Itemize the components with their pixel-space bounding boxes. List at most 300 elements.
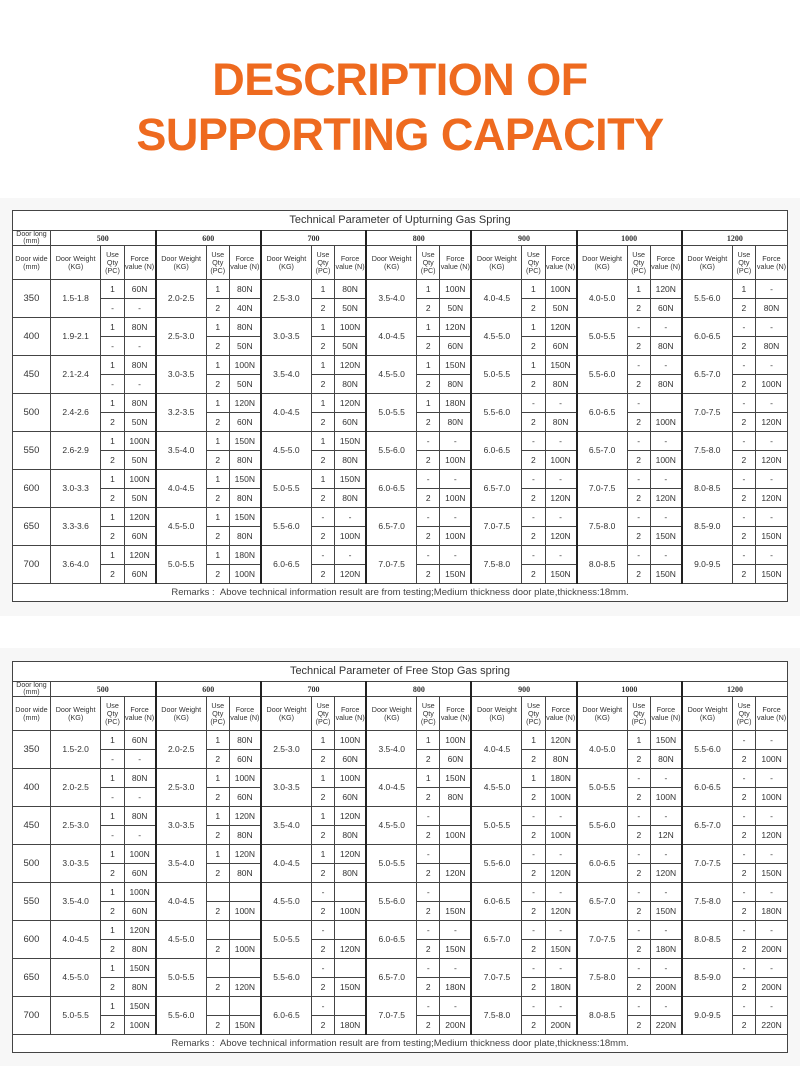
use-qty-cell: [206, 997, 229, 1016]
door-weight-header: Door Weight (KG): [577, 246, 628, 280]
force-value-cell: 120N: [755, 451, 787, 470]
use-qty-cell: 2: [732, 451, 755, 470]
use-qty-cell: 2: [417, 1016, 440, 1035]
door-weight-cell: 2.0-2.5: [156, 280, 207, 318]
door-weight-cell: 7.0-7.5: [471, 959, 522, 997]
use-qty-cell: -: [522, 470, 545, 489]
door-weight-cell: 6.0-6.5: [261, 546, 312, 584]
force-value-cell: 150N: [335, 978, 367, 997]
use-qty-cell: 2: [417, 788, 440, 807]
door-weight-header: Door Weight (KG): [50, 697, 101, 731]
force-value-cell: -: [440, 432, 472, 451]
force-value-cell: 100N: [440, 527, 472, 546]
use-qty-cell: 2: [627, 375, 650, 394]
use-qty-cell: -: [101, 750, 124, 769]
use-qty-cell: 2: [417, 413, 440, 432]
force-value-cell: 180N: [650, 940, 682, 959]
page-heading: [0, 52, 800, 162]
use-qty-header: Use Qty (PC): [522, 246, 545, 280]
door-weight-cell: 8.0-8.5: [577, 546, 628, 584]
door-long-value: 700: [261, 231, 366, 246]
use-qty-cell: -: [101, 337, 124, 356]
door-weight-cell: 7.0-7.5: [366, 997, 417, 1035]
force-value-cell: 40N: [229, 299, 261, 318]
force-value-cell: -: [755, 356, 787, 375]
force-value-cell: 80N: [650, 337, 682, 356]
table-row: [13, 356, 788, 375]
force-value-cell: -: [755, 318, 787, 337]
use-qty-cell: -: [522, 959, 545, 978]
force-value-cell: 120N: [545, 731, 577, 750]
force-value-cell: -: [650, 807, 682, 826]
use-qty-cell: 1: [101, 997, 124, 1016]
use-qty-cell: 2: [311, 413, 334, 432]
door-weight-cell: 2.6-2.9: [50, 432, 101, 470]
force-value-cell: -: [335, 508, 367, 527]
force-value-cell: 120N: [545, 902, 577, 921]
door-weight-cell: 6.5-7.0: [366, 508, 417, 546]
use-qty-header: Use Qty (PC): [522, 697, 545, 731]
use-qty-cell: -: [627, 807, 650, 826]
door-weight-cell: 4.5-5.0: [156, 921, 207, 959]
use-qty-header: Use Qty (PC): [311, 246, 334, 280]
use-qty-header: Use Qty (PC): [627, 246, 650, 280]
force-value-cell: 120N: [335, 394, 367, 413]
use-qty-cell: -: [522, 921, 545, 940]
force-value-cell: 120N: [335, 845, 367, 864]
door-weight-cell: 3.5-4.0: [366, 731, 417, 769]
use-qty-cell: -: [522, 807, 545, 826]
door-weight-cell: 2.5-3.0: [156, 769, 207, 807]
door-weight-cell: 6.5-7.0: [682, 807, 733, 845]
door-weight-cell: 4.0-4.5: [261, 845, 312, 883]
force-value-cell: 80N: [755, 299, 787, 318]
door-weight-cell: 4.0-4.5: [50, 921, 101, 959]
use-qty-cell: 2: [101, 413, 124, 432]
force-value-cell: 80N: [335, 280, 367, 299]
use-qty-cell: 2: [627, 299, 650, 318]
use-qty-cell: -: [417, 883, 440, 902]
use-qty-cell: 2: [522, 565, 545, 584]
use-qty-cell: 2: [522, 940, 545, 959]
use-qty-cell: 2: [627, 826, 650, 845]
force-value-cell: 150N: [440, 769, 472, 788]
door-weight-cell: 6.0-6.5: [471, 432, 522, 470]
door-long-value: 800: [366, 682, 471, 697]
force-value-cell: 80N: [545, 413, 577, 432]
use-qty-cell: 2: [733, 902, 756, 921]
door-weight-cell: 5.5-6.0: [156, 997, 207, 1035]
force-value-cell: 180N: [229, 546, 261, 565]
use-qty-cell: 2: [417, 337, 440, 356]
use-qty-cell: 2: [627, 451, 650, 470]
use-qty-cell: 2: [311, 788, 334, 807]
use-qty-cell: 2: [627, 565, 650, 584]
force-value-cell: 150N: [440, 940, 472, 959]
force-value-cell: [335, 959, 367, 978]
force-value-cell: 60N: [650, 299, 682, 318]
use-qty-cell: 2: [733, 940, 756, 959]
door-weight-cell: 7.5-8.0: [471, 997, 522, 1035]
use-qty-cell: -: [417, 959, 440, 978]
force-value-header: Force value (N): [545, 246, 577, 280]
use-qty-cell: 2: [311, 337, 334, 356]
force-value-cell: 120N: [229, 394, 261, 413]
door-weight-cell: 5.0-5.5: [471, 356, 522, 394]
force-value-cell: 100N: [124, 1016, 156, 1035]
use-qty-cell: 1: [627, 731, 650, 750]
force-value-header: Force value (N): [650, 697, 682, 731]
force-value-cell: 80N: [335, 451, 367, 470]
door-wide-cell: 600: [13, 470, 51, 508]
door-weight-cell: 5.5-6.0: [471, 845, 522, 883]
table-title-row: [13, 211, 788, 231]
force-value-header: Force value (N): [229, 697, 261, 731]
door-wide-cell: 550: [13, 883, 51, 921]
force-value-cell: 80N: [229, 318, 261, 337]
force-value-cell: -: [650, 470, 682, 489]
door-weight-header: Door Weight (KG): [156, 697, 207, 731]
use-qty-cell: 1: [417, 356, 440, 375]
use-qty-cell: 2: [311, 299, 334, 318]
door-wide-cell: 400: [13, 318, 51, 356]
door-weight-cell: 8.0-8.5: [577, 997, 628, 1035]
use-qty-cell: -: [311, 508, 334, 527]
force-value-cell: 60N: [124, 527, 156, 546]
use-qty-cell: 1: [101, 959, 124, 978]
use-qty-header: Use Qty (PC): [417, 697, 440, 731]
door-weight-cell: 3.6-4.0: [50, 546, 101, 584]
use-qty-cell: 1: [206, 356, 229, 375]
force-value-cell: 150N: [229, 432, 261, 451]
door-weight-cell: 2.4-2.6: [50, 394, 101, 432]
use-qty-cell: 2: [311, 375, 334, 394]
force-value-cell: 50N: [124, 489, 156, 508]
use-qty-cell: 1: [101, 508, 124, 527]
door-weight-cell: 7.0-7.5: [682, 394, 733, 432]
use-qty-cell: 1: [417, 280, 440, 299]
door-weight-cell: 1.5-1.8: [50, 280, 101, 318]
force-value-cell: -: [124, 788, 156, 807]
door-wide-header: Door wide (mm): [13, 697, 51, 731]
force-value-cell: 80N: [335, 375, 367, 394]
force-value-cell: 120N: [650, 864, 682, 883]
force-value-cell: -: [545, 394, 577, 413]
use-qty-cell: -: [732, 432, 755, 451]
force-value-cell: -: [650, 997, 682, 1016]
door-weight-cell: 4.5-5.0: [471, 769, 522, 807]
force-value-cell: -: [124, 750, 156, 769]
use-qty-cell: 2: [627, 902, 650, 921]
table-row: [13, 280, 788, 299]
use-qty-cell: -: [522, 845, 545, 864]
force-value-cell: -: [124, 826, 156, 845]
force-value-cell: 80N: [124, 769, 156, 788]
force-value-cell: 150N: [440, 565, 472, 584]
door-weight-cell: 3.5-4.0: [156, 432, 207, 470]
use-qty-cell: 2: [417, 826, 440, 845]
door-weight-cell: 6.0-6.5: [682, 318, 733, 356]
use-qty-cell: 2: [311, 451, 334, 470]
force-value-cell: 100N: [756, 788, 788, 807]
force-value-cell: -: [650, 769, 682, 788]
door-weight-cell: 7.5-8.0: [577, 508, 628, 546]
door-weight-cell: 7.0-7.5: [577, 470, 628, 508]
use-qty-cell: 2: [417, 902, 440, 921]
use-qty-cell: -: [417, 807, 440, 826]
use-qty-cell: -: [101, 826, 124, 845]
use-qty-cell: 2: [206, 451, 229, 470]
force-value-cell: 150N: [229, 1016, 261, 1035]
force-value-cell: 150N: [440, 356, 472, 375]
use-qty-cell: 2: [101, 864, 124, 883]
use-qty-cell: -: [417, 432, 440, 451]
force-value-cell: 150N: [755, 527, 787, 546]
use-qty-cell: 2: [206, 299, 229, 318]
force-value-cell: 180N: [545, 769, 577, 788]
use-qty-cell: -: [522, 883, 545, 902]
use-qty-cell: 2: [206, 826, 229, 845]
force-value-cell: 150N: [124, 997, 156, 1016]
door-weight-cell: 8.0-8.5: [682, 921, 733, 959]
use-qty-cell: 1: [101, 769, 124, 788]
use-qty-cell: 1: [311, 769, 334, 788]
force-value-cell: 120N: [756, 826, 788, 845]
force-value-header: Force value (N): [335, 697, 367, 731]
use-qty-cell: 2: [206, 902, 229, 921]
door-weight-cell: 6.0-6.5: [366, 921, 417, 959]
force-value-cell: 120N: [229, 845, 261, 864]
use-qty-cell: 1: [206, 280, 229, 299]
force-value-cell: 80N: [335, 489, 367, 508]
use-qty-cell: 2: [206, 527, 229, 546]
use-qty-cell: [206, 921, 229, 940]
force-value-cell: 60N: [124, 864, 156, 883]
use-qty-cell: -: [627, 845, 650, 864]
use-qty-cell: 2: [206, 375, 229, 394]
door-weight-cell: 4.5-5.0: [366, 356, 417, 394]
force-value-cell: -: [756, 845, 788, 864]
force-value-cell: 50N: [440, 299, 472, 318]
use-qty-cell: -: [627, 508, 650, 527]
use-qty-cell: 2: [101, 902, 124, 921]
table-title: Technical Parameter of Upturning Gas Spring: [13, 211, 788, 231]
use-qty-cell: -: [733, 997, 756, 1016]
use-qty-cell: -: [417, 997, 440, 1016]
force-value-cell: -: [650, 432, 682, 451]
door-weight-cell: 5.5-6.0: [682, 731, 733, 769]
door-long-label: Door long (mm): [13, 682, 51, 697]
force-value-cell: 80N: [545, 750, 577, 769]
force-value-cell: -: [756, 921, 788, 940]
door-weight-cell: 6.0-6.5: [471, 883, 522, 921]
door-weight-cell: 3.0-3.3: [50, 470, 101, 508]
door-weight-cell: 4.5-5.0: [50, 959, 101, 997]
use-qty-cell: -: [417, 845, 440, 864]
use-qty-cell: 2: [206, 1016, 229, 1035]
force-value-cell: 100N: [440, 280, 472, 299]
force-value-cell: 80N: [650, 750, 682, 769]
force-value-cell: [335, 883, 367, 902]
door-weight-cell: 6.0-6.5: [261, 997, 312, 1035]
door-weight-header: Door Weight (KG): [50, 246, 101, 280]
door-weight-cell: 7.0-7.5: [577, 921, 628, 959]
force-value-cell: -: [440, 546, 472, 565]
force-value-cell: 100N: [545, 280, 577, 299]
use-qty-cell: -: [522, 432, 545, 451]
door-wide-cell: 550: [13, 432, 51, 470]
door-weight-cell: 3.5-4.0: [366, 280, 417, 318]
use-qty-cell: 2: [732, 299, 755, 318]
use-qty-cell: 2: [417, 375, 440, 394]
use-qty-cell: 2: [627, 788, 650, 807]
use-qty-cell: -: [627, 546, 650, 565]
use-qty-cell: 1: [206, 432, 229, 451]
door-weight-header: Door Weight (KG): [682, 697, 733, 731]
force-value-cell: 150N: [440, 902, 472, 921]
door-weight-cell: 7.5-8.0: [577, 959, 628, 997]
door-long-value: 600: [156, 682, 261, 697]
use-qty-cell: 2: [206, 940, 229, 959]
use-qty-cell: 2: [206, 413, 229, 432]
force-value-cell: 100N: [335, 318, 367, 337]
door-weight-cell: 1.5-2.0: [50, 731, 101, 769]
use-qty-cell: 1: [311, 845, 334, 864]
use-qty-cell: 1: [101, 883, 124, 902]
force-value-cell: -: [755, 546, 787, 565]
force-value-cell: 50N: [229, 375, 261, 394]
use-qty-cell: 2: [522, 299, 545, 318]
door-weight-cell: 8.5-9.0: [682, 508, 733, 546]
force-value-cell: 80N: [229, 280, 261, 299]
door-weight-cell: 3.5-4.0: [261, 356, 312, 394]
use-qty-cell: -: [627, 432, 650, 451]
heading-line-2: SUPPORTING CAPACITY: [136, 109, 664, 160]
door-long-value: 1200: [682, 231, 788, 246]
force-value-cell: -: [545, 470, 577, 489]
use-qty-cell: 2: [311, 489, 334, 508]
force-value-cell: 100N: [229, 940, 261, 959]
force-value-cell: 120N: [229, 807, 261, 826]
door-weight-header: Door Weight (KG): [366, 246, 417, 280]
use-qty-cell: 1: [101, 921, 124, 940]
use-qty-cell: 2: [732, 565, 755, 584]
force-value-cell: 120N: [124, 921, 156, 940]
force-value-cell: 150N: [756, 864, 788, 883]
use-qty-cell: -: [627, 769, 650, 788]
force-value-cell: 80N: [124, 807, 156, 826]
force-value-cell: 100N: [124, 883, 156, 902]
force-value-cell: 200N: [756, 978, 788, 997]
force-value-cell: [229, 959, 261, 978]
force-value-cell: 120N: [650, 280, 682, 299]
force-value-cell: [440, 845, 472, 864]
door-weight-cell: 8.0-8.5: [682, 470, 733, 508]
use-qty-cell: 2: [522, 864, 545, 883]
force-value-cell: -: [440, 959, 472, 978]
force-value-cell: 150N: [229, 470, 261, 489]
door-long-value: 600: [156, 231, 261, 246]
door-weight-cell: 6.5-7.0: [471, 470, 522, 508]
door-weight-cell: 8.5-9.0: [682, 959, 733, 997]
force-value-cell: 100N: [229, 565, 261, 584]
use-qty-cell: 2: [627, 337, 650, 356]
force-value-cell: -: [440, 508, 472, 527]
door-weight-cell: 6.0-6.5: [577, 845, 628, 883]
force-value-cell: 60N: [229, 788, 261, 807]
force-value-cell: -: [124, 299, 156, 318]
door-long-value: 1000: [577, 682, 682, 697]
use-qty-cell: -: [732, 470, 755, 489]
force-value-cell: -: [756, 959, 788, 978]
use-qty-cell: -: [311, 921, 334, 940]
table-row: [13, 807, 788, 826]
force-value-cell: 50N: [335, 337, 367, 356]
use-qty-cell: -: [417, 470, 440, 489]
door-weight-header: Door Weight (KG): [261, 697, 312, 731]
use-qty-cell: 2: [206, 489, 229, 508]
use-qty-header: Use Qty (PC): [206, 697, 229, 731]
force-value-cell: 80N: [335, 864, 367, 883]
use-qty-cell: 2: [522, 337, 545, 356]
door-weight-cell: 3.0-3.5: [261, 318, 312, 356]
use-qty-cell: -: [732, 394, 755, 413]
door-long-value: 500: [50, 231, 155, 246]
force-value-cell: -: [545, 883, 577, 902]
force-value-cell: 60N: [229, 413, 261, 432]
use-qty-cell: 2: [522, 527, 545, 546]
force-value-cell: 100N: [229, 902, 261, 921]
force-value-cell: 80N: [124, 978, 156, 997]
force-value-cell: 60N: [440, 750, 472, 769]
force-value-cell: 50N: [124, 451, 156, 470]
force-value-cell: 100N: [124, 470, 156, 489]
door-weight-cell: 3.0-3.5: [261, 769, 312, 807]
use-qty-cell: 1: [417, 394, 440, 413]
force-value-cell: -: [545, 845, 577, 864]
force-value-cell: -: [545, 959, 577, 978]
force-value-cell: 150N: [124, 959, 156, 978]
force-value-cell: 120N: [545, 489, 577, 508]
force-value-cell: -: [440, 470, 472, 489]
door-weight-cell: 5.5-6.0: [577, 356, 628, 394]
door-weight-cell: 7.0-7.5: [366, 546, 417, 584]
use-qty-cell: 1: [206, 807, 229, 826]
force-value-cell: 50N: [545, 299, 577, 318]
use-qty-cell: -: [627, 997, 650, 1016]
force-value-cell: 80N: [229, 527, 261, 546]
use-qty-cell: 2: [311, 902, 334, 921]
use-qty-cell: 2: [733, 864, 756, 883]
force-value-header: Force value (N): [756, 697, 788, 731]
force-value-cell: -: [650, 883, 682, 902]
use-qty-cell: -: [627, 356, 650, 375]
force-value-cell: 100N: [756, 750, 788, 769]
door-weight-cell: 5.0-5.5: [471, 807, 522, 845]
force-value-cell: [335, 921, 367, 940]
use-qty-cell: -: [417, 508, 440, 527]
door-weight-cell: 4.0-4.5: [366, 769, 417, 807]
use-qty-cell: 2: [417, 565, 440, 584]
door-weight-cell: 2.5-3.0: [50, 807, 101, 845]
door-weight-cell: 2.5-3.0: [156, 318, 207, 356]
use-qty-cell: 2: [311, 565, 334, 584]
door-wide-cell: 350: [13, 731, 51, 769]
force-value-cell: 100N: [335, 902, 367, 921]
use-qty-cell: 2: [311, 527, 334, 546]
use-qty-cell: 2: [101, 527, 124, 546]
force-value-cell: 150N: [755, 565, 787, 584]
